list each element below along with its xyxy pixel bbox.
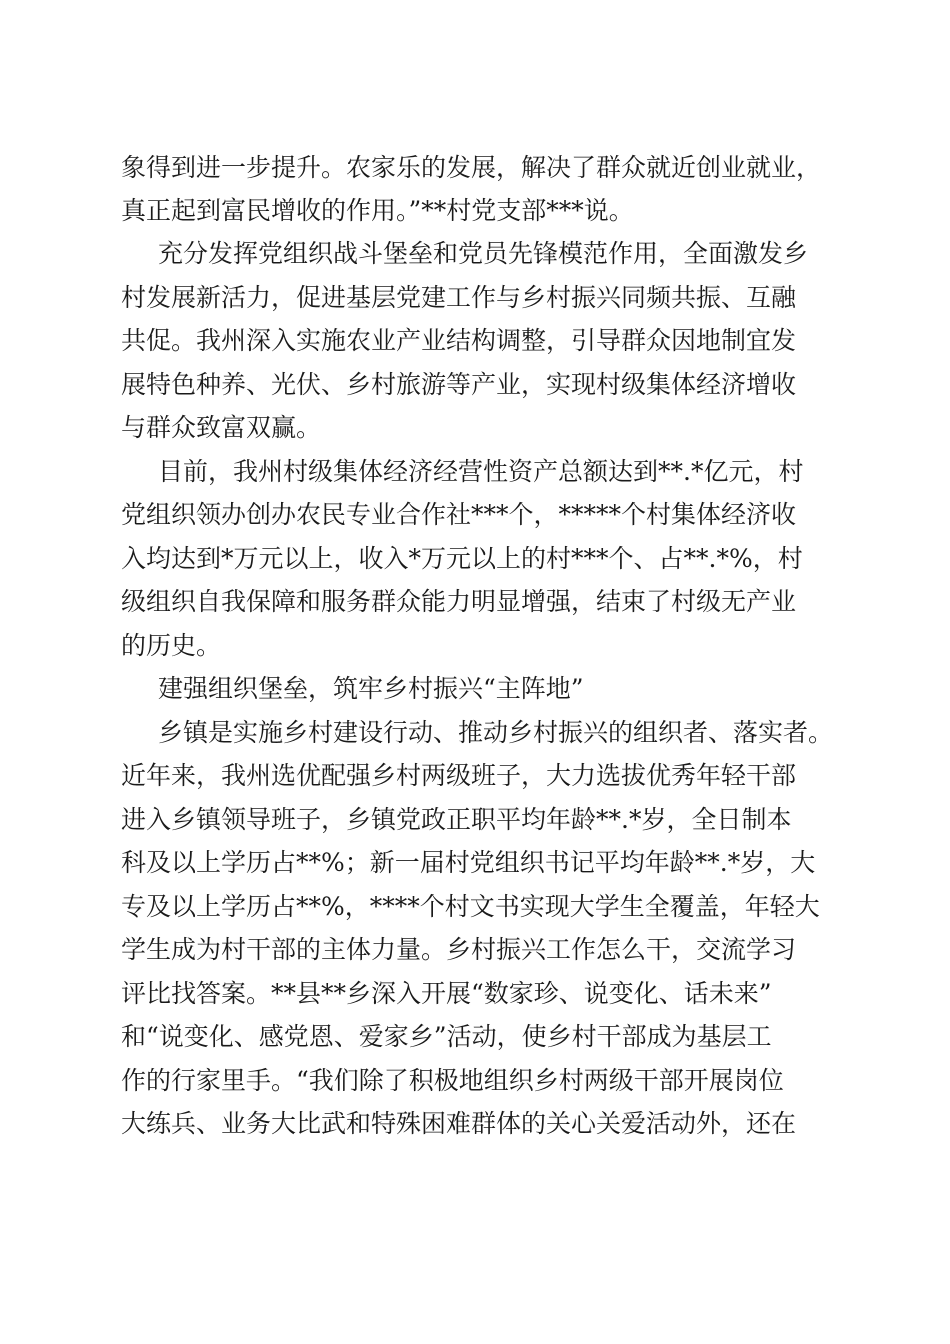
text-line: 充分发挥党组织战斗堡垒和党员先锋模范作用，全面激发乡 [158, 239, 809, 268]
text-line: 级组织自我保障和服务群众能力明显增强，结束了村级无产业 [121, 587, 797, 616]
section-heading: 建强组织堡垒，筑牢乡村振兴“主阵地” [158, 674, 584, 703]
text-line: 真正起到富民增收的作用。”**村党支部***说。 [121, 196, 634, 225]
text-line: 目前，我州村级集体经济经营性资产总额达到**.*亿元，村 [158, 457, 804, 486]
text-line: 村发展新活力，促进基层党建工作与乡村振兴同频共振、互融 [121, 283, 797, 312]
text-line: 乡镇是实施乡村建设行动、推动乡村振兴的组织者、落实者。 [158, 718, 834, 747]
text-line: 展特色种养、光伏、乡村旅游等产业，实现村级集体经济增收 [121, 370, 797, 399]
text-line: 党组织领办创办农民专业合作社***个，*****个村集体经济收 [121, 500, 797, 529]
text-line: 学生成为村干部的主体力量。乡村振兴工作怎么干，交流学习 [121, 935, 797, 964]
text-line: 近年来，我州选优配强乡村两级班子，大力选拔优秀年轻干部 [121, 761, 797, 790]
text-line: 作的行家里手。“我们除了积极地组织乡村两级干部开展岗位 [121, 1066, 784, 1095]
text-line: 的历史。 [121, 631, 222, 660]
text-line: 和“说变化、感党恩、爱家乡”活动，使乡村干部成为基层工 [121, 1022, 772, 1051]
text-line: 进入乡镇领导班子，乡镇党政正职平均年龄**.*岁，全日制本 [121, 805, 792, 834]
text-line: 大练兵、业务大比武和特殊困难群体的关心关爱活动外，还在 [121, 1109, 797, 1138]
text-line: 入均达到*万元以上，收入*万元以上的村***个、占**.*%，村 [121, 544, 803, 573]
text-line: 象得到进一步提升。农家乐的发展，解决了群众就近创业就业， [121, 153, 822, 182]
text-line: 科及以上学历占**%；新一届村党组织书记平均年龄**.*岁，大 [121, 848, 816, 877]
text-line: 专及以上学历占**%，****个村文书实现大学生全覆盖，年轻大 [121, 892, 820, 921]
text-line: 与群众致富双赢。 [121, 413, 322, 442]
text-line: 评比找答案。**县**乡深入开展“数家珍、说变化、话未来” [121, 979, 772, 1008]
text-line: 共促。我州深入实施农业产业结构调整，引导群众因地制宜发 [121, 326, 797, 355]
